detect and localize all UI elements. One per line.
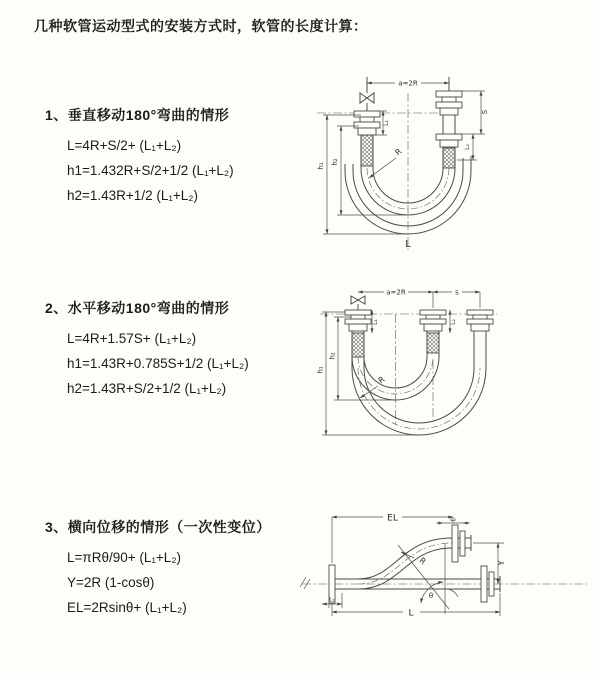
label-l1: L₁ [329, 596, 335, 604]
formula-h1: h1=1.432R+S/2+1/2 (L₁+L₂) [67, 163, 234, 178]
section-3-heading: 3、横向位移的情形（一次性变位） [45, 519, 271, 535]
right-pipe-flange [467, 310, 493, 331]
dimension-el [332, 514, 453, 564]
section-1-heading: 1、垂直移动180°弯曲的情形 [45, 107, 230, 123]
label-a-2r: a=2R [398, 79, 418, 88]
diagram-lateral-displacement [298, 502, 595, 639]
formula-el: EL=2Rsinθ+ (L₁+L₂) [67, 600, 187, 615]
label-l2: L₂ [450, 516, 456, 523]
label-y: Y [497, 560, 506, 566]
section-2-heading: 2、水平移动180°弯曲的情形 [45, 300, 230, 316]
label-r: R [376, 374, 387, 386]
dimension-a-2r [358, 289, 433, 297]
label-r: R [393, 146, 404, 158]
right-pipe-flange-lower [436, 134, 462, 147]
valve-icon [351, 296, 365, 310]
label-h2: h₂ [331, 158, 339, 166]
formula-h2: h2=1.43R+1/2 (L₁+L₂) [67, 188, 199, 203]
label-el: EL [387, 513, 398, 524]
dimension-s [433, 289, 480, 309]
label-length: L [408, 608, 414, 619]
dimension-h1 [317, 312, 420, 435]
formula-length: L=4R+S/2+ (L₁+L₂) [67, 138, 182, 153]
label-s: S [481, 109, 489, 115]
label-h2: h₂ [328, 352, 337, 360]
hose-braid-left [352, 333, 364, 357]
middle-pipe-flange [420, 310, 446, 331]
dimension-a-2r [367, 77, 449, 88]
label-h1: h₁ [316, 366, 325, 374]
formula-h1: h1=1.43R+0.785S+1/2 (L₁+L₂) [67, 356, 249, 371]
valve-icon [360, 77, 374, 111]
label-l1: L₁ [383, 120, 390, 126]
right-pipe-walls [474, 331, 486, 368]
diagram-horizontal-180-bend [312, 284, 597, 466]
hose-s-curve [358, 538, 452, 589]
right-pipe-flange-upper [436, 91, 462, 115]
formula-length: L=πRθ/90+ (L₁+L₂) [67, 550, 182, 565]
page-title: 几种软管运动型式的安装方式时，软管的长度计算： [34, 18, 368, 34]
label-theta: θ [428, 592, 434, 600]
upper-flange [452, 525, 471, 562]
left-pipe-flange [345, 310, 371, 331]
label-a-2r: a=2R [386, 288, 406, 297]
break-mark [300, 577, 310, 589]
label-h1: h₁ [317, 162, 325, 170]
diagram-vertical-180-bend [303, 68, 593, 263]
hose-braid-right [443, 148, 455, 168]
label-r: R [417, 555, 428, 567]
section-vertical-movement [45, 106, 234, 208]
hose-braid-middle [427, 333, 439, 353]
label-s: s [455, 288, 459, 297]
section-horizontal-movement [45, 299, 249, 401]
formula-h2: h2=1.43R+S/2+1/2 (L₁+L₂) [67, 381, 227, 396]
formula-length: L=4R+1.57S+ (L₁+L₂) [67, 331, 197, 346]
label-length: L [405, 239, 411, 250]
radius-callout [369, 147, 404, 178]
left-pipe-flange [354, 111, 380, 135]
label-l2: L₂ [464, 144, 471, 150]
label-l1: L₁ [372, 319, 379, 325]
dimension-l [332, 593, 500, 619]
section-3-formulas [45, 545, 271, 620]
section-1-formulas [45, 133, 234, 208]
dimension-l1 [372, 310, 379, 333]
hose-braid-left [361, 135, 373, 166]
dimension-l2 [450, 310, 457, 333]
label-l2: L₂ [450, 319, 457, 325]
section-2-formulas [45, 326, 249, 401]
formula-y: Y=2R (1-cosθ) [67, 575, 155, 590]
section-lateral-displacement [45, 518, 271, 620]
